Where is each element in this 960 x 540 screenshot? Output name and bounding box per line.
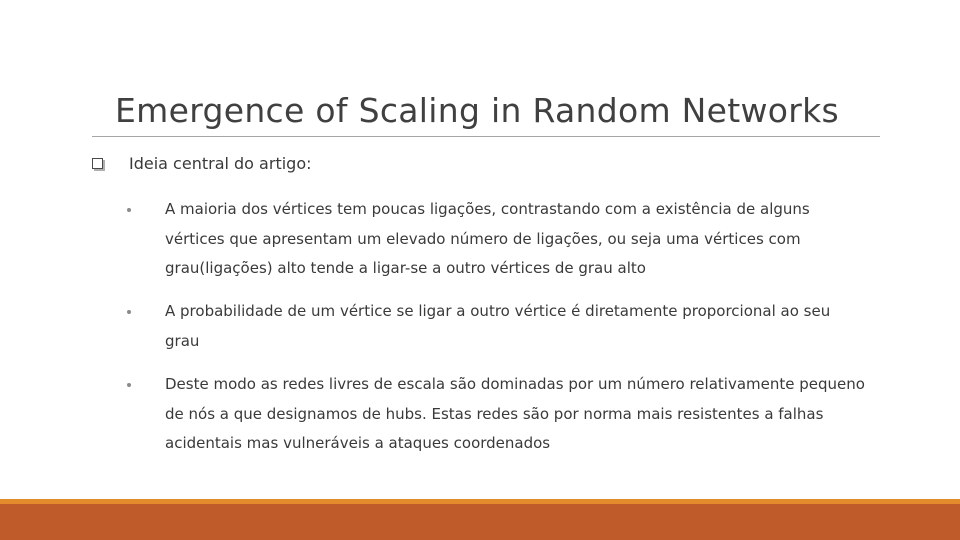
bullet-dot-icon [127, 383, 131, 387]
footer-band [0, 504, 960, 540]
lead-text: Ideia central do artigo: [129, 154, 312, 173]
bullet-text: A maioria dos vértices tem poucas ligações, contrastando com a existência de alguns vértices que apresentam um elevado número de ligações, ou seja uma vértices com grau(ligações) alto tende a ligar-se a outro vértices de grau alto [165, 200, 810, 277]
bullet-text: Deste modo as redes livres de escala são dominadas por um número relativamente pequeno de nós a que designamos de hubs. Estas redes são por norma mais resistentes a falhas acidentais mas vulneráveis a ataques coordenados [165, 375, 865, 452]
checkbox-icon [92, 158, 103, 169]
bullet-dot-icon [127, 208, 131, 212]
slide-title: Emergence of Scaling in Random Networks [115, 91, 840, 130]
bullet-text: A probabilidade de um vértice se ligar a outro vértice é diretamente proporcional ao seu grau [165, 302, 831, 350]
bullet-dot-icon [127, 310, 131, 314]
title-divider [92, 136, 880, 137]
